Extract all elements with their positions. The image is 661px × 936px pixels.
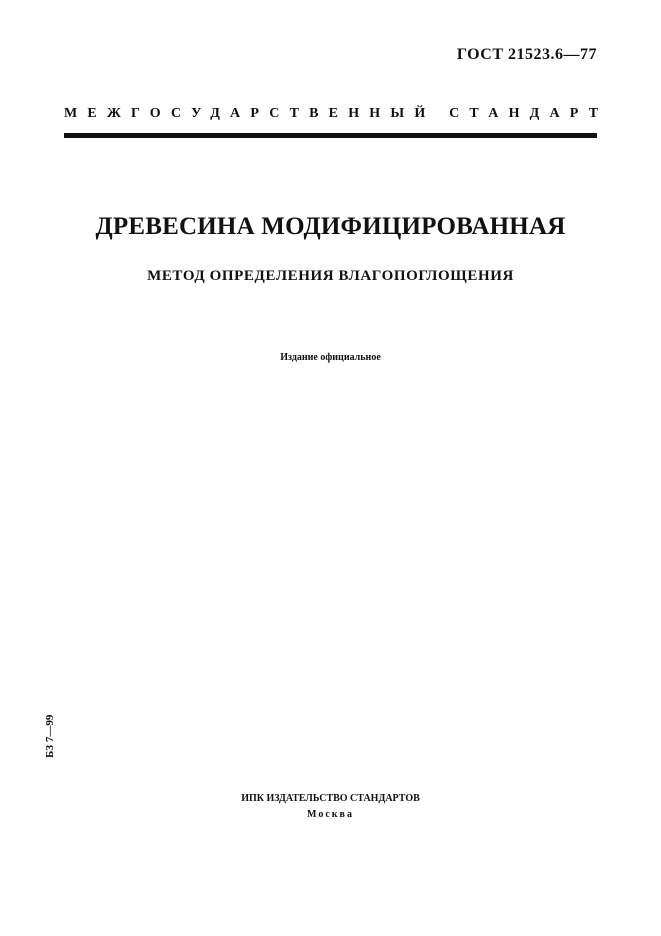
- header-rule: [64, 133, 597, 138]
- publisher-city: Москва: [307, 809, 354, 820]
- document-subtitle: МЕТОД ОПРЕДЕЛЕНИЯ ВЛАГОПОГЛОЩЕНИЯ: [147, 268, 514, 284]
- publisher-name: ИПК ИЗДАТЕЛЬСТВО СТАНДАРТОВ: [241, 793, 420, 804]
- standard-number: ГОСТ 21523.6—77: [456, 46, 597, 63]
- document-title: ДРЕВЕСИНА МОДИФИЦИРОВАННАЯ: [95, 213, 566, 240]
- side-code: БЗ 7—99: [44, 714, 56, 758]
- interstate-standard-label: МЕЖГОСУДАРСТВЕННЫЙ СТАНДАРТ: [64, 106, 609, 121]
- edition-note: Издание официальное: [280, 352, 381, 363]
